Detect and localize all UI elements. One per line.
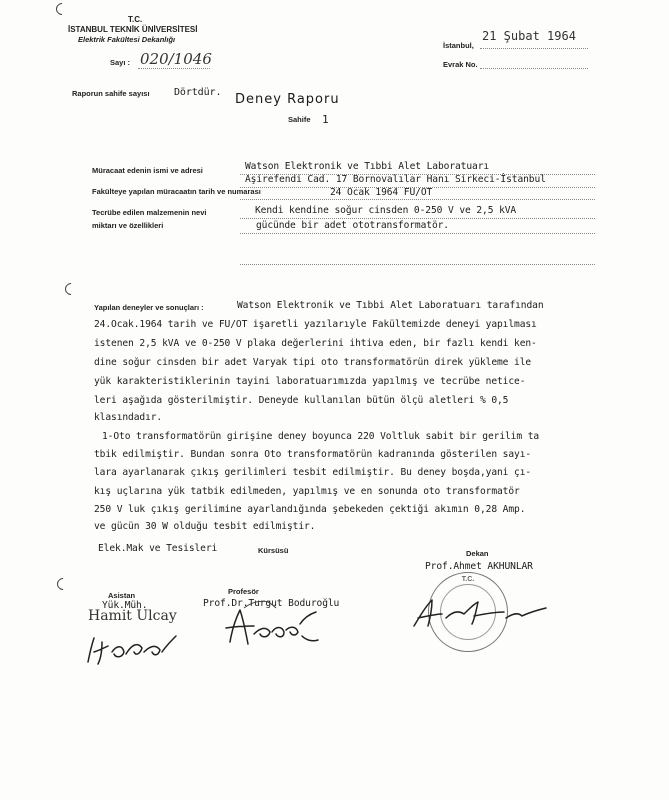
page-label: Sahife — [288, 115, 311, 124]
dean-label: Dekan — [466, 549, 489, 558]
results-line-12: 250 V luk çıkış gerilimine ayarlandığında şebekeden çektiği akımın 0,28 Amp. — [94, 504, 526, 515]
sayi-label: Sayı : — [110, 58, 131, 67]
results-line-6: leri aşağıda gösterilmiştir. Deneyde kullanılan bütün ölçü aletleri % 0,5 — [94, 395, 509, 406]
material-label-2: miktarı ve özellikleri — [92, 221, 164, 230]
material-dotted-line-3 — [240, 264, 595, 265]
chair-typed: Elek.Mak ve Tesisleri — [98, 543, 218, 554]
page-value: 1 — [322, 113, 329, 126]
pages-value: Dörtdür. — [174, 87, 222, 98]
header-faculty: Elektrik Fakültesi Dekanlığı — [78, 35, 176, 44]
assistant-label: Asistan — [108, 591, 136, 600]
chair-label: Kürsüsü — [258, 546, 289, 555]
prof-name: Prof.Dr.Turgut Boduroğlu — [203, 598, 340, 609]
results-line-2: 24.Ocak.1964 tarih ve FU/OT işaretli yazılarıyle Fakültemizde deneyi yapılması — [94, 319, 537, 330]
results-line-3: istenen 2,5 kVA ve 0-250 V plaka değerlerini ihtiva eden, bir fazlı kendi ken- — [94, 338, 537, 349]
seal-text: T.C. — [461, 576, 475, 583]
header-tc: T.C. — [128, 15, 143, 24]
sayi-dotted-line — [138, 68, 210, 69]
assistant-name-handwritten: Hamit Ulcay — [88, 608, 177, 624]
material-line-1: Kendi kendine soğur cinsden 0-250 V ve 2,5 kVA — [255, 205, 517, 216]
applicant-label: Müracaat edenin ismi ve adresi — [92, 166, 203, 175]
dean-name: Prof.Ahmet AKHUNLAR — [425, 561, 533, 572]
results-line-9: tbik edilmiştir. Bundan sonra Oto transformatörün kadranında gösterilen sayı- — [94, 449, 532, 460]
header-university: İSTANBUL TEKNİK ÜNİVERSİTESİ — [68, 25, 198, 34]
dean-signature-image — [408, 596, 552, 630]
material-dotted-line-2 — [240, 233, 595, 234]
assistant-title: Yük.Müh. — [102, 600, 148, 611]
date-dotted-line — [480, 48, 588, 49]
application-dotted-line — [240, 199, 595, 200]
professor-initials-mark — [240, 594, 280, 612]
punch-hole-mark-middle — [63, 281, 80, 298]
application-label: Fakülteye yapılan müracaatın tarih ve numarası — [92, 187, 261, 196]
results-label: Yapılan deneyler ve sonuçları : — [94, 303, 204, 312]
punch-hole-mark-top — [54, 1, 71, 18]
results-line-11: kış uçlarına yük tatbik edilmeden, yapılmış ve en sonunda oto transformatör — [94, 486, 520, 497]
sayi-value: 020/1046 — [140, 50, 212, 68]
results-line-7: klasındadır. — [94, 412, 163, 423]
assistant-signature-image — [80, 622, 180, 668]
report-title: Deney Raporu — [235, 92, 340, 107]
evrak-label: Evrak No. — [443, 60, 478, 69]
material-dotted-line-1 — [240, 218, 595, 219]
pages-label: Raporun sahife sayısı — [72, 89, 150, 98]
prof-label: Profesör — [228, 587, 259, 596]
evrak-dotted-line — [480, 68, 588, 69]
date-value: 21 Şubat 1964 — [482, 29, 576, 43]
application-value: 24 Ocak 1964 FU/OT — [330, 187, 433, 198]
results-line-1: Watson Elektronik ve Tıbbi Alet Laboratuarı tarafından — [237, 300, 544, 311]
material-label-1: Tecrübe edilen malzemenin nevi — [92, 208, 207, 217]
results-line-8: 1-Oto transformatörün girişine deney boyunca 220 Voltluk sabit bir gerilim ta — [102, 431, 540, 442]
results-line-13: ve gücün 30 W olduğu tesbit edilmiştir. — [94, 521, 316, 532]
results-line-4: dine soğur cinsden bir adet Varyak tipi oto transformatörün direk yükleme ile — [94, 357, 532, 368]
results-line-5: yük karakteristiklerinin tayini laboratuarımızda yapılmış ve tecrübe netice- — [94, 376, 526, 387]
material-line-2: gücünde bir adet ototransformatör. — [256, 220, 449, 231]
applicant-name: Watson Elektronik ve Tıbbi Alet Laboratuarı — [245, 161, 490, 172]
results-line-10: lara ayarlanarak çıkış gerilimleri tesbit edilmiştir. Bu deney boşda,yani çı- — [94, 467, 532, 478]
punch-hole-mark-bottom — [55, 576, 72, 593]
city-label: İstanbul, — [443, 41, 474, 50]
applicant-address: Aşirefendi Cad. 17 Bornovalılar Hanı Sirkeci-İstanbul — [245, 174, 546, 185]
